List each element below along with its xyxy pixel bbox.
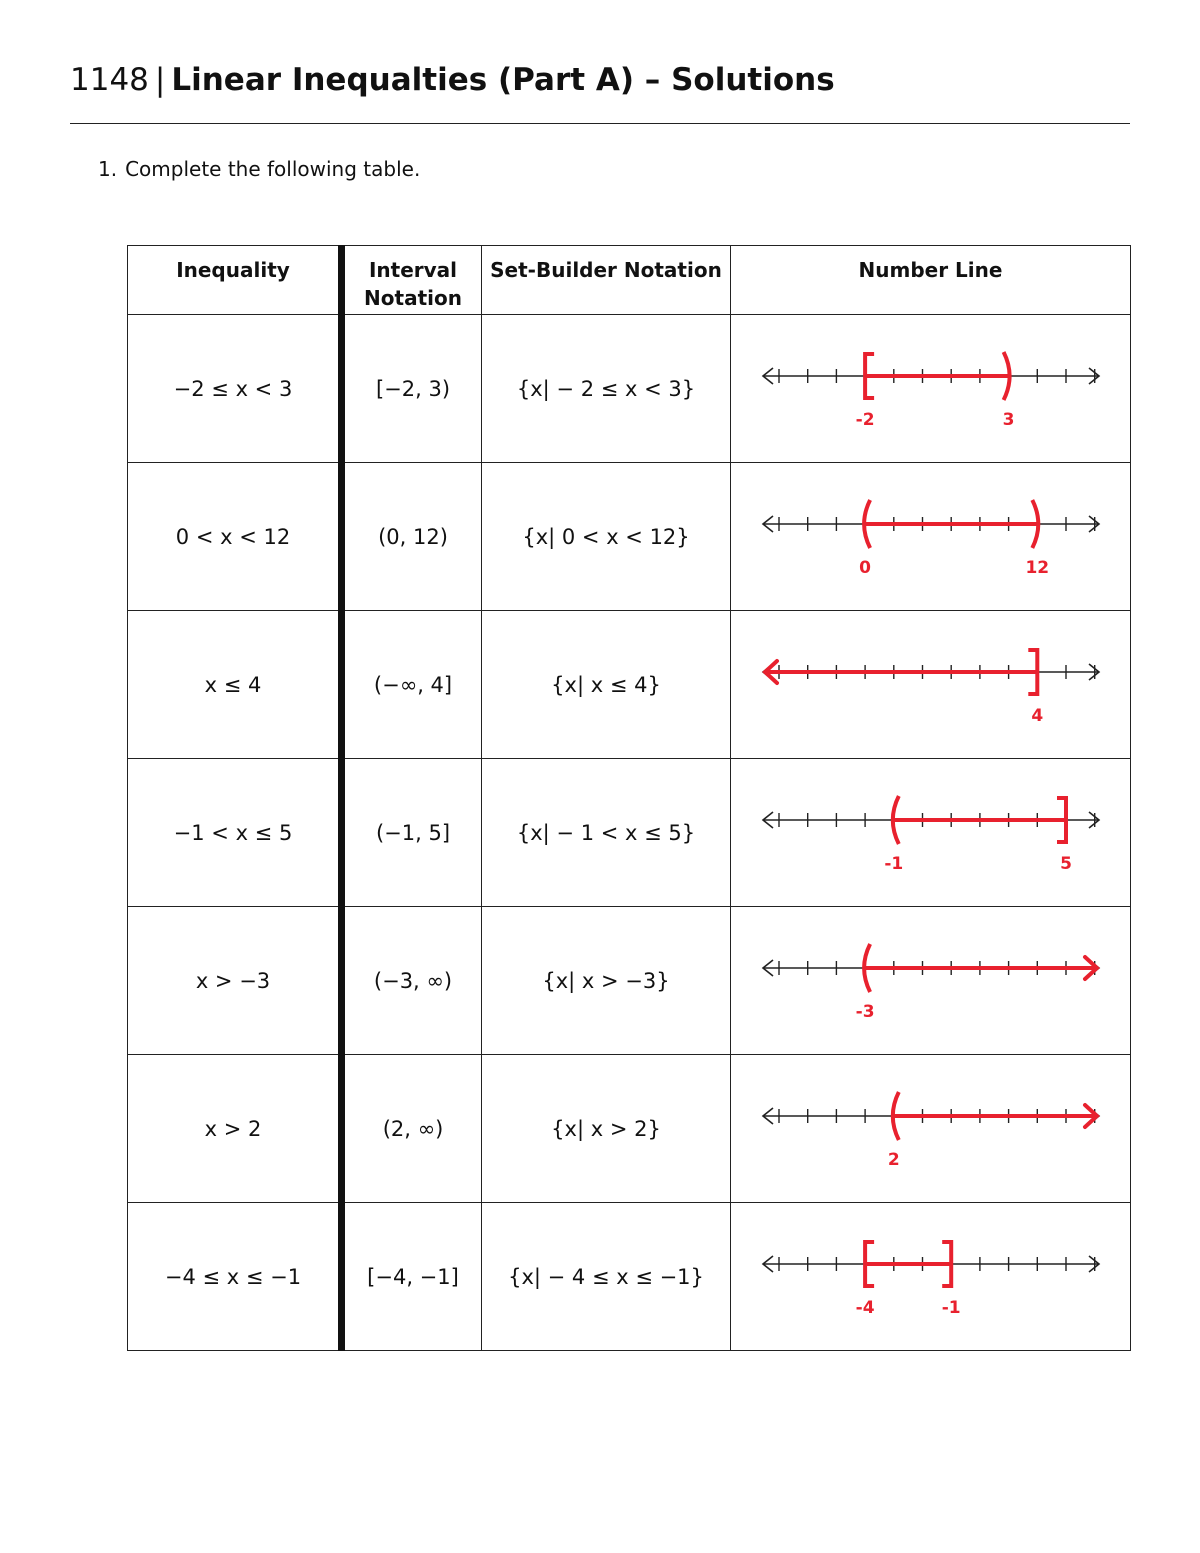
number-line bbox=[751, 334, 1111, 444]
number-line-cell bbox=[731, 315, 1131, 463]
number-line-cell bbox=[731, 611, 1131, 759]
interval-text: (0, 12) bbox=[378, 524, 448, 549]
number-line bbox=[751, 778, 1111, 888]
interval-text: (−3, ∞) bbox=[373, 968, 453, 993]
inequality-text: −2 ≤ x < 3 bbox=[173, 376, 293, 401]
page-header bbox=[70, 62, 1130, 124]
inequality-text: x ≤ 4 bbox=[204, 672, 262, 697]
interval-cell bbox=[342, 759, 482, 907]
inequality-cell bbox=[128, 611, 342, 759]
table-row bbox=[128, 315, 1131, 463]
header-interval-line2: Notation bbox=[364, 286, 462, 310]
header-set-builder: Set-Builder Notation bbox=[482, 246, 731, 315]
endpoint-label: -3 bbox=[855, 1001, 875, 1022]
table-row bbox=[128, 1055, 1131, 1203]
inequality-cell bbox=[128, 907, 342, 1055]
table-row bbox=[128, 907, 1131, 1055]
inequality-cell bbox=[128, 1203, 342, 1351]
number-line bbox=[751, 1222, 1111, 1332]
inequality-text: x > −3 bbox=[195, 968, 271, 993]
set-builder-cell bbox=[482, 463, 731, 611]
number-line bbox=[751, 1074, 1111, 1184]
number-line-cell bbox=[731, 1203, 1131, 1351]
inequality-cell bbox=[128, 1055, 342, 1203]
inequality-cell bbox=[128, 759, 342, 907]
interval-cell bbox=[342, 463, 482, 611]
interval-cell bbox=[342, 1203, 482, 1351]
endpoint-label: 0 bbox=[858, 557, 871, 578]
inequality-text: −4 ≤ x ≤ −1 bbox=[164, 1264, 302, 1289]
endpoint-label: -1 bbox=[941, 1297, 961, 1318]
set-builder-text: {x| − 2 ≤ x < 3} bbox=[516, 376, 696, 401]
inequality-cell bbox=[128, 463, 342, 611]
question-text: Complete the following table. bbox=[125, 157, 421, 181]
question-number: 1. bbox=[98, 157, 118, 181]
inequality-text: −1 < x ≤ 5 bbox=[173, 820, 293, 845]
page-title: Linear Inequalties (Part A) – Solutions bbox=[171, 62, 835, 98]
table-row bbox=[128, 759, 1131, 907]
endpoint-label: 4 bbox=[1030, 705, 1043, 726]
header-interval-notation bbox=[342, 246, 482, 315]
set-builder-cell bbox=[482, 1203, 731, 1351]
number-line-cell bbox=[731, 463, 1131, 611]
endpoint-label: 3 bbox=[1002, 409, 1015, 430]
page-number: 1148 bbox=[70, 62, 149, 98]
set-builder-cell bbox=[482, 1055, 731, 1203]
endpoint-label: -2 bbox=[855, 409, 875, 430]
endpoint-label: -4 bbox=[855, 1297, 875, 1318]
header-interval-line1: Interval bbox=[368, 258, 458, 282]
set-builder-text: {x| x ≤ 4} bbox=[551, 672, 661, 697]
table-header-row bbox=[128, 246, 1131, 315]
endpoint-label: 5 bbox=[1059, 853, 1072, 874]
number-line bbox=[751, 482, 1111, 592]
number-line-cell bbox=[731, 759, 1131, 907]
interval-text: (−1, 5] bbox=[375, 820, 451, 845]
endpoint-label: 2 bbox=[887, 1149, 900, 1170]
set-builder-cell bbox=[482, 611, 731, 759]
interval-cell bbox=[342, 611, 482, 759]
set-builder-text: {x| x > 2} bbox=[551, 1116, 661, 1141]
table-row bbox=[128, 1203, 1131, 1351]
set-builder-text: {x| − 4 ≤ x ≤ −1} bbox=[508, 1264, 704, 1289]
table-row bbox=[128, 463, 1131, 611]
interval-text: (−∞, 4] bbox=[373, 672, 453, 697]
number-line bbox=[751, 926, 1111, 1036]
table-row bbox=[128, 611, 1131, 759]
number-line-cell bbox=[731, 1055, 1131, 1203]
interval-text: [−4, −1] bbox=[367, 1264, 459, 1289]
header-separator: | bbox=[154, 62, 166, 98]
set-builder-text: {x| 0 < x < 12} bbox=[522, 524, 690, 549]
endpoint-label: -1 bbox=[883, 853, 903, 874]
solutions-table bbox=[127, 245, 1131, 1351]
interval-cell bbox=[342, 315, 482, 463]
number-line bbox=[751, 630, 1111, 740]
interval-cell bbox=[342, 1055, 482, 1203]
inequality-cell bbox=[128, 315, 342, 463]
inequality-text: x > 2 bbox=[204, 1116, 262, 1141]
header-number-line: Number Line bbox=[731, 246, 1131, 315]
set-builder-cell bbox=[482, 315, 731, 463]
question-instruction bbox=[98, 157, 420, 181]
inequality-text: 0 < x < 12 bbox=[175, 524, 291, 549]
interval-text: (2, ∞) bbox=[382, 1116, 444, 1141]
number-line-cell bbox=[731, 907, 1131, 1055]
set-builder-text: {x| x > −3} bbox=[542, 968, 670, 993]
interval-text: [−2, 3) bbox=[375, 376, 451, 401]
set-builder-cell bbox=[482, 759, 731, 907]
interval-cell bbox=[342, 907, 482, 1055]
set-builder-cell bbox=[482, 907, 731, 1055]
endpoint-label: 12 bbox=[1024, 557, 1049, 578]
header-inequality: Inequality bbox=[128, 246, 342, 315]
set-builder-text: {x| − 1 < x ≤ 5} bbox=[516, 820, 696, 845]
